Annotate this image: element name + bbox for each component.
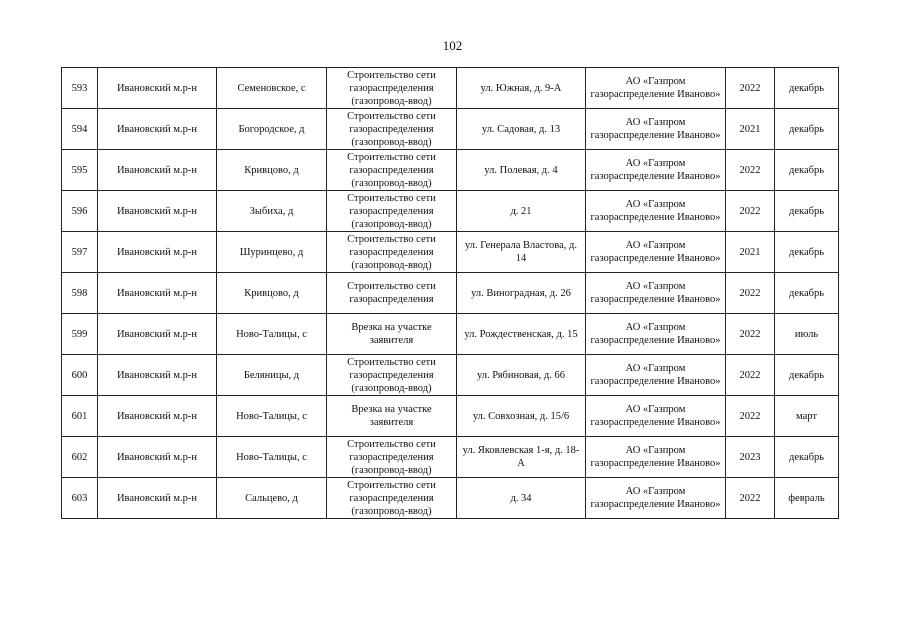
work-type-cell: Строительство сети газораспределения (газопровод-ввод) [327,150,457,191]
district-cell: Ивановский м.р-н [98,109,217,150]
year-cell: 2022 [726,191,775,232]
page-number: 102 [442,38,463,53]
month-cell: декабрь [775,109,839,150]
row-number-cell: 595 [62,150,98,191]
district-cell: Ивановский м.р-н [98,314,217,355]
table-row [62,109,839,150]
table-row [62,314,839,355]
year-cell: 2022 [726,273,775,314]
district-cell: Ивановский м.р-н [98,437,217,478]
locality-cell: Семеновское, с [217,68,327,109]
organization-cell: АО «Газпром газораспределение Иваново» [586,68,726,109]
district-cell: Ивановский м.р-н [98,150,217,191]
year-cell: 2022 [726,478,775,519]
organization-cell: АО «Газпром газораспределение Иваново» [586,437,726,478]
district-cell: Ивановский м.р-н [98,478,217,519]
address-cell: ул. Полевая, д. 4 [457,150,586,191]
row-number-cell: 598 [62,273,98,314]
address-cell: ул. Южная, д. 9-А [457,68,586,109]
locality-cell: Кривцово, д [217,150,327,191]
district-cell: Ивановский м.р-н [98,355,217,396]
table-row [62,150,839,191]
year-cell: 2022 [726,355,775,396]
year-cell: 2021 [726,232,775,273]
work-type-cell: Врезка на участке заявителя [327,396,457,437]
table-row [62,396,839,437]
district-cell: Ивановский м.р-н [98,191,217,232]
row-number-cell: 593 [62,68,98,109]
month-cell: март [775,396,839,437]
organization-cell: АО «Газпром газораспределение Иваново» [586,150,726,191]
work-type-cell: Строительство сети газораспределения (газопровод-ввод) [327,191,457,232]
locality-cell: Богородское, д [217,109,327,150]
table-row [62,355,839,396]
table-row [62,273,839,314]
locality-cell: Ново-Талицы, с [217,437,327,478]
work-type-cell: Строительство сети газораспределения (газопровод-ввод) [327,68,457,109]
locality-cell: Ново-Талицы, с [217,314,327,355]
month-cell: декабрь [775,191,839,232]
work-type-cell: Строительство сети газораспределения (газопровод-ввод) [327,109,457,150]
work-type-cell: Строительство сети газораспределения (газопровод-ввод) [327,232,457,273]
month-cell: декабрь [775,150,839,191]
month-cell: декабрь [775,437,839,478]
address-cell: ул. Генерала Властова, д. 14 [457,232,586,273]
year-cell: 2021 [726,109,775,150]
month-cell: июль [775,314,839,355]
address-cell: ул. Рождественская, д. 15 [457,314,586,355]
gas-connection-table [61,67,839,519]
work-type-cell: Строительство сети газораспределения (газопровод-ввод) [327,437,457,478]
table-row [62,478,839,519]
address-cell: ул. Совхозная, д. 15/6 [457,396,586,437]
month-cell: декабрь [775,232,839,273]
district-cell: Ивановский м.р-н [98,396,217,437]
locality-cell: Сальцево, д [217,478,327,519]
row-number-cell: 603 [62,478,98,519]
organization-cell: АО «Газпром газораспределение Иваново» [586,314,726,355]
locality-cell: Кривцово, д [217,273,327,314]
organization-cell: АО «Газпром газораспределение Иваново» [586,396,726,437]
year-cell: 2022 [726,68,775,109]
organization-cell: АО «Газпром газораспределение Иваново» [586,191,726,232]
district-cell: Ивановский м.р-н [98,68,217,109]
month-cell: декабрь [775,273,839,314]
row-number-cell: 596 [62,191,98,232]
work-type-cell: Врезка на участке заявителя [327,314,457,355]
year-cell: 2022 [726,314,775,355]
table-body [62,68,839,519]
row-number-cell: 602 [62,437,98,478]
row-number-cell: 599 [62,314,98,355]
locality-cell: Зыбиха, д [217,191,327,232]
year-cell: 2022 [726,150,775,191]
month-cell: февраль [775,478,839,519]
address-cell: д. 21 [457,191,586,232]
row-number-cell: 600 [62,355,98,396]
table-row [62,437,839,478]
row-number-cell: 601 [62,396,98,437]
row-number-cell: 594 [62,109,98,150]
locality-cell: Шуринцево, д [217,232,327,273]
work-type-cell: Строительство сети газораспределения [327,273,457,314]
table-row [62,191,839,232]
month-cell: декабрь [775,355,839,396]
year-cell: 2022 [726,396,775,437]
table-row [62,232,839,273]
organization-cell: АО «Газпром газораспределение Иваново» [586,109,726,150]
address-cell: д. 34 [457,478,586,519]
address-cell: ул. Виноградная, д. 26 [457,273,586,314]
work-type-cell: Строительство сети газораспределения (газопровод-ввод) [327,355,457,396]
organization-cell: АО «Газпром газораспределение Иваново» [586,273,726,314]
organization-cell: АО «Газпром газораспределение Иваново» [586,478,726,519]
month-cell: декабрь [775,68,839,109]
work-type-cell: Строительство сети газораспределения (газопровод-ввод) [327,478,457,519]
address-cell: ул. Рябиновая, д. 66 [457,355,586,396]
organization-cell: АО «Газпром газораспределение Иваново» [586,355,726,396]
locality-cell: Беляницы, д [217,355,327,396]
address-cell: ул. Садовая, д. 13 [457,109,586,150]
address-cell: ул. Яковлевская 1-я, д. 18-А [457,437,586,478]
organization-cell: АО «Газпром газораспределение Иваново» [586,232,726,273]
row-number-cell: 597 [62,232,98,273]
year-cell: 2023 [726,437,775,478]
district-cell: Ивановский м.р-н [98,273,217,314]
table-row [62,68,839,109]
locality-cell: Ново-Талицы, с [217,396,327,437]
district-cell: Ивановский м.р-н [98,232,217,273]
